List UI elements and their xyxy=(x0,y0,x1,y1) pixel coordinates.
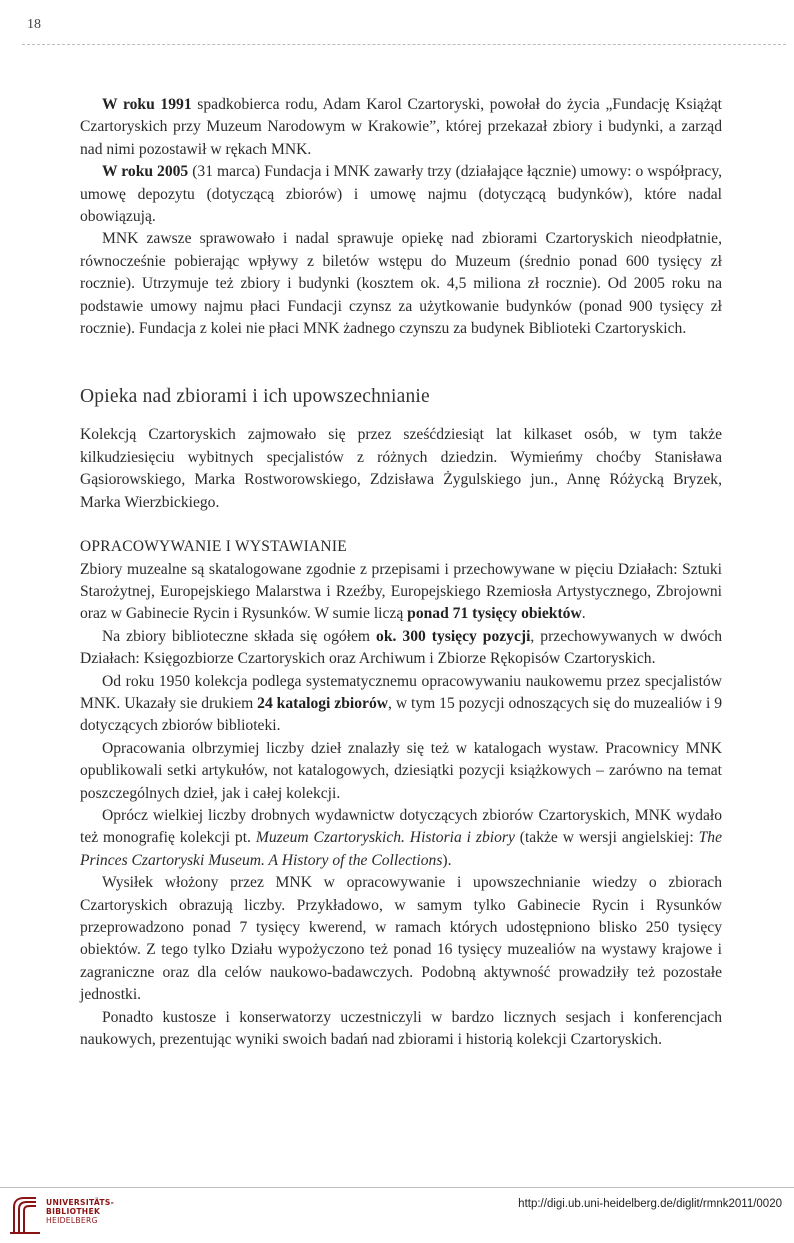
source-url-link[interactable]: http://digi.ub.uni-heidelberg.de/diglit/rmnk2011/0020 xyxy=(518,1198,782,1210)
footer-divider xyxy=(0,1187,794,1188)
section-intro: Kolekcją Czartoryskich zajmowało się przez sześćdziesiąt lat kilkaset osób, w tym także kilkudziesięciu wybitnych specjalistów z różnych dziedzin. Wymieńmy choćby Stanisława Gąsiorowskiego, Marka Rostworowskiego, Zdzisława Żygulskiego jun., Annę Różycką Bryzek, Marka Wierzbickiego. xyxy=(80,426,722,511)
paragraph-publications: Opracowania olbrzymiej liczby dzieł znalazły się też w katalogach wystaw. Pracownicy MNK opublikowali setki artykułów, not katalogowych, dziesiątki pozycji książkowych – zarówno na temat poszczególnych dzieł, jak i całej kolekcji. xyxy=(80,739,722,802)
page-number: 18 xyxy=(27,17,41,32)
library-logo-icon xyxy=(6,1193,46,1237)
paragraph-monograph: Oprócz wielkiej liczby drobnych wydawnictw dotyczących zbiorów Czartoryskich, MNK wydało też monografię kolekcji pt. Muzeum Czartoryskich. Historia i zbiory (także w wersji angielskiej: The Princes Czartoryski Museum. A History of the Collections). xyxy=(80,806,722,869)
highlight-library-count: ok. 300 tysięcy pozycji xyxy=(376,627,531,645)
paragraph-collections: Zbiory muzealne są skatalogowane zgodnie z przepisami i przechowywane w pięciu Działach: Sztuki Starożytnej, Europejskiego Malarstwa i Rzeźby, Europejskiego Rzemiosła Artystycznego, Zbrojowni oraz w Gabinecie Rycin i Rysunków. W sumie liczą ponad 71 tysięcy obiektów. xyxy=(80,560,722,623)
paragraph-funding: MNK zawsze sprawowało i nadal sprawuje opiekę nad zbiorami Czartoryskich nieodpłatnie, równocześnie pobierając wpływy z biletów wstępu do Muzeum (średnio ponad 600 tysięcy zł rocznie). Utrzymuje też zbiory i budynki (kosztem ok. 4,5 miliona zł rocznie). Od 2005 roku na podstawie umowy najmu płaci Fundacji czynsz za użytkowanie budynków (ponad 900 tysięcy zł rocznie). Fundacja z kolei nie płaci MNK żadnego czynszu za budynek Biblioteki Czartoryskich. xyxy=(80,230,722,338)
article-body xyxy=(80,94,722,1051)
monograph-title-en: The Princes Czartoryski Museum. A History of the Collections xyxy=(80,829,722,869)
highlight-objects-count: ponad 71 tysięcy obiektów xyxy=(407,605,582,623)
highlight-catalogues: 24 katalogi zbiorów xyxy=(257,694,389,712)
year-1991-label: W roku 1991 xyxy=(102,96,192,113)
year-2005-label: W roku 2005 xyxy=(102,163,189,181)
library-name: UNIVERSITÄTS- BIBLIOTHEK HEIDELBERG xyxy=(46,1198,115,1226)
monograph-title: Muzeum Czartoryskich. Historia i zbiory xyxy=(255,829,515,847)
paragraph-2005: W roku 2005 (31 marca) Fundacja i MNK zawarły trzy (działające łącznie) umowy: o współpracy, umowę depozytu (dotyczącą zbiorów) i umowę najmu (dotyczącą budynków), które nadal obowiązują. xyxy=(80,163,722,226)
paragraph-catalogues: Od roku 1950 kolekcja podlega systematycznemu opracowywaniu naukowemu przez specjalistów MNK. Ukazały sie drukiem 24 katalogi zbiorów, w tym 15 pozycji odnoszących się do muzealiów i 9 dotyczących zbiorów biblioteki. xyxy=(80,672,723,735)
paragraph-conferences: Ponadto kustosze i konserwatorzy uczestniczyli w bardzo licznych sesjach i konferencjach naukowych, prezentując wyniki swoich badań nad zbiorami i historią kolekcji Czartoryskich. xyxy=(80,1008,722,1049)
paragraph-library: Na zbiory biblioteczne składa się ogółem ok. 300 tysięcy pozycji, przechowywanych w dwóch Działach: Księgozbiorze Czartoryskich oraz Archiwum i Zbiorze Rękopisów Czartoryskich. xyxy=(80,627,722,668)
paragraph-1991: W roku 1991 spadkobierca rodu, Adam Karol Czartoryski, powołał do życia „Fundację Książąt Czartoryskich przy Muzeum Narodowym w Krakowie”, której przekazał zbiory i budynki, a zarząd nad nimi pozostawił w rękach MNK. xyxy=(80,96,723,158)
sub-heading: OPRACOWYWANIE I WYSTAWIANIE xyxy=(80,538,347,556)
top-divider xyxy=(22,44,786,45)
paragraph-statistics: Wysiłek włożony przez MNK w opracowywanie i upowszechnianie wiedzy o zbiorach Czartoryskich obrazują liczby. Przykładowo, w samym tylko Gabinecie Rycin i Rysunków przeprowadzono ponad 7 tysięcy kwerend, w ramach których udostępniono blisko 250 tysięcy obiektów. Z tego tylko Działu wypożyczono też ponad 16 tysięcy muzealiów na wystawy krajowe i zagraniczne oraz dla celów naukowo-badawczych. Podobną aktywność prowadziły też pozostałe jednostki. xyxy=(80,874,722,1004)
section-heading: Opieka nad zbiorami i ich upowszechnianie xyxy=(80,386,430,408)
